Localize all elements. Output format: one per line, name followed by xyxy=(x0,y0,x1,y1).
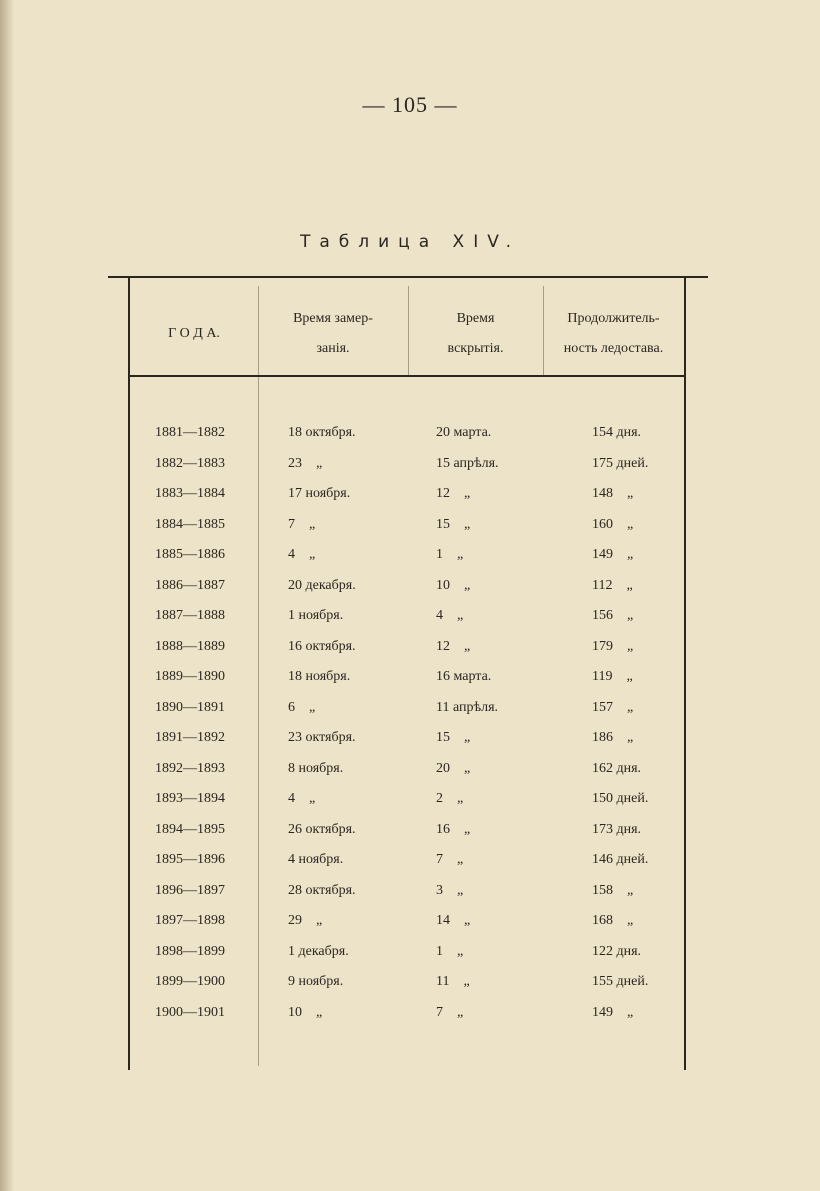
cell-duration: 154 дня. xyxy=(592,425,642,440)
cell-freeze: 1 ноября. xyxy=(288,608,344,623)
cell-freeze: 29 „ xyxy=(288,913,323,928)
cell-duration: 122 дня. xyxy=(592,943,642,959)
cell-years: 1893—1894 xyxy=(155,791,225,806)
cell-freeze: 26 октября. xyxy=(288,821,356,837)
table-row xyxy=(108,790,708,821)
cell-duration: 173 дня. xyxy=(592,821,642,837)
cell-freeze: 18 октября. xyxy=(288,425,356,440)
header-opening xyxy=(408,296,543,372)
table-body xyxy=(108,424,708,1034)
table-row xyxy=(108,485,708,516)
cell-opening: 15 „ xyxy=(436,516,471,532)
cell-duration: 112 „ xyxy=(592,577,633,593)
cell-opening: 7 „ xyxy=(436,852,464,867)
header-duration-label: Продолжитель- ность ледостава. xyxy=(563,311,664,356)
cell-freeze: 28 октября. xyxy=(288,882,356,898)
cell-freeze: 4 ноября. xyxy=(288,852,344,867)
cell-opening: 11 „ xyxy=(436,974,470,989)
cell-years: 1891—1892 xyxy=(155,730,225,745)
cell-opening: 16 марта. xyxy=(436,669,492,684)
header-duration xyxy=(543,296,684,372)
cell-years: 1883—1884 xyxy=(155,486,225,501)
cell-freeze: 6 „ xyxy=(288,699,316,715)
table-row xyxy=(108,851,708,882)
table-row xyxy=(108,638,708,669)
table-row xyxy=(108,424,708,455)
header-rule xyxy=(130,375,686,377)
table-row xyxy=(108,882,708,913)
table-row xyxy=(108,668,708,699)
header-years xyxy=(130,296,258,372)
cell-freeze: 23 октября. xyxy=(288,730,356,745)
cell-freeze: 7 „ xyxy=(288,516,316,532)
cell-years: 1894—1895 xyxy=(155,821,225,837)
cell-freeze: 10 „ xyxy=(288,1004,323,1020)
cell-opening: 12 „ xyxy=(436,486,471,501)
cell-opening: 16 „ xyxy=(436,821,471,837)
cell-duration: 160 „ xyxy=(592,516,634,532)
cell-duration: 156 „ xyxy=(592,608,634,623)
header-freeze-label: Время замер- занія. xyxy=(293,311,373,356)
cell-opening: 3 „ xyxy=(436,882,464,898)
cell-opening: 2 „ xyxy=(436,791,464,806)
header-opening-label: Время вскрытія. xyxy=(447,311,504,356)
cell-freeze: 8 ноября. xyxy=(288,760,344,776)
cell-years: 1899—1900 xyxy=(155,974,225,989)
cell-duration: 168 „ xyxy=(592,913,634,928)
cell-duration: 186 „ xyxy=(592,730,634,745)
cell-years: 1900—1901 xyxy=(155,1004,225,1020)
cell-years: 1884—1885 xyxy=(155,516,225,532)
cell-duration: 150 дней. xyxy=(592,791,649,806)
table-row xyxy=(108,577,708,608)
cell-duration: 162 дня. xyxy=(592,760,642,776)
cell-freeze: 4 „ xyxy=(288,547,316,562)
table-row xyxy=(108,455,708,486)
table-row xyxy=(108,699,708,730)
cell-duration: 155 дней. xyxy=(592,974,649,989)
cell-duration: 149 „ xyxy=(592,547,634,562)
cell-years: 1882—1883 xyxy=(155,455,225,471)
cell-freeze: 4 „ xyxy=(288,791,316,806)
table-top-rule xyxy=(108,276,708,278)
page-edge-shadow xyxy=(0,0,14,1191)
cell-opening: 14 „ xyxy=(436,913,471,928)
cell-opening: 15 апрѣля. xyxy=(436,455,499,471)
table-row xyxy=(108,912,708,943)
cell-opening: 4 „ xyxy=(436,608,464,623)
cell-opening: 1 „ xyxy=(436,943,464,959)
cell-duration: 157 „ xyxy=(592,699,634,715)
cell-freeze: 16 октября. xyxy=(288,638,356,654)
cell-years: 1895—1896 xyxy=(155,852,225,867)
cell-opening: 20 „ xyxy=(436,760,471,776)
table-row xyxy=(108,546,708,577)
cell-freeze: 23 „ xyxy=(288,455,323,471)
cell-freeze: 1 декабря. xyxy=(288,943,349,959)
page-number: — 105 — xyxy=(362,92,458,117)
cell-opening: 15 „ xyxy=(436,730,471,745)
table-row xyxy=(108,729,708,760)
cell-years: 1890—1891 xyxy=(155,699,225,715)
cell-duration: 179 „ xyxy=(592,638,634,654)
cell-years: 1897—1898 xyxy=(155,913,225,928)
cell-freeze: 20 декабря. xyxy=(288,577,356,593)
table-row xyxy=(108,607,708,638)
table-row xyxy=(108,516,708,547)
table-row xyxy=(108,760,708,791)
header-freeze xyxy=(258,296,408,372)
table-row xyxy=(108,821,708,852)
cell-duration: 149 „ xyxy=(592,1004,634,1020)
cell-freeze: 18 ноября. xyxy=(288,669,351,684)
cell-years: 1881—1882 xyxy=(155,425,225,440)
cell-duration: 175 дней. xyxy=(592,455,649,471)
cell-years: 1887—1888 xyxy=(155,608,225,623)
cell-years: 1889—1890 xyxy=(155,669,225,684)
cell-years: 1892—1893 xyxy=(155,760,225,776)
cell-opening: 10 „ xyxy=(436,577,471,593)
header-years-label: Г О Д А. xyxy=(168,326,220,341)
cell-duration: 148 „ xyxy=(592,486,634,501)
cell-freeze: 17 ноября. xyxy=(288,486,351,501)
cell-years: 1898—1899 xyxy=(155,943,225,959)
cell-opening: 12 „ xyxy=(436,638,471,654)
cell-years: 1888—1889 xyxy=(155,638,225,654)
cell-freeze: 9 ноября. xyxy=(288,974,344,989)
cell-years: 1885—1886 xyxy=(155,547,225,562)
cell-years: 1896—1897 xyxy=(155,882,225,898)
cell-duration: 119 „ xyxy=(592,669,633,684)
cell-duration: 146 дней. xyxy=(592,852,649,867)
table-row xyxy=(108,943,708,974)
cell-years: 1886—1887 xyxy=(155,577,225,593)
cell-opening: 20 марта. xyxy=(436,425,492,440)
cell-opening: 1 „ xyxy=(436,547,464,562)
cell-opening: 11 апрѣля. xyxy=(436,699,499,715)
cell-opening: 7 „ xyxy=(436,1004,464,1020)
table-title: Таблица XIV. xyxy=(299,232,521,252)
table-row xyxy=(108,1004,708,1035)
cell-duration: 158 „ xyxy=(592,882,634,898)
table-row xyxy=(108,973,708,1004)
